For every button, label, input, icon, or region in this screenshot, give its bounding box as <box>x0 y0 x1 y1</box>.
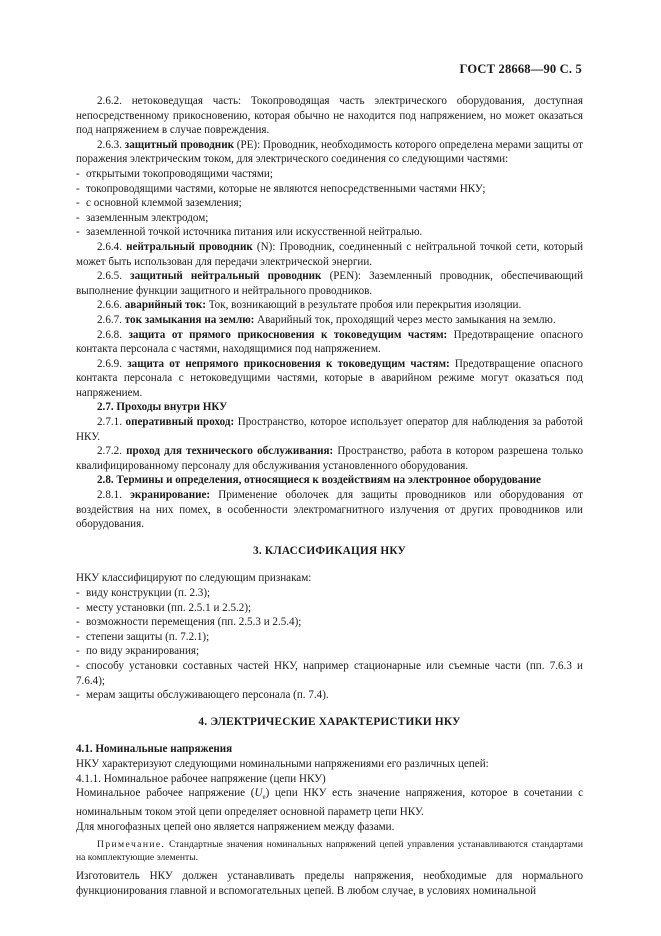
clause-2-6-4: 2.6.4. нейтральный проводник (N): Проводник, соединенный с нейтральной точкой сети, который может быть использован для передачи электрической энергии. <box>76 240 584 268</box>
clause-2-6-3 <box>76 138 583 167</box>
clause-4-1-1-definition: Номинальное рабочее напряжение $(U_e)$ цепи НКУ есть значение напряжения, которое в сочетании с номинальным током этой цепи определяет основной параметр цепи НКУ. <box>76 787 583 818</box>
clause-text: нетоковедущая часть: Токопроводящая часть электрического оборудования, доступная непосредственному прикосновению, которая обычно не находится под напряжением, но может оказаться под напряжением в случае повреждения. <box>76 95 583 137</box>
list-item: - месту установки (пп. 2.5.1 и 2.5.2); <box>76 601 252 614</box>
list-item: - открытыми токопроводящими частями; <box>76 167 273 180</box>
document-body <box>76 94 583 899</box>
page-header: ГОСТ 28668—90 С. 5 <box>459 62 582 76</box>
section-3-intro: НКУ классифицируют по следующим признакам: <box>76 572 312 585</box>
list-item: - способу установки составных частей НКУ, например стационарные или съемные части (пп. 7.6.3 и 7.6.4); <box>76 659 583 687</box>
clause-4-1-1: 4.1.1. Номинальное рабочее напряжение (цепи НКУ) <box>76 772 326 785</box>
clause-number: 2.6.2. <box>97 95 122 107</box>
list-item: - возможности перемещения (пп. 2.5.3 и 2.5.4); <box>76 616 302 629</box>
clause-2-6-2 <box>76 94 583 138</box>
section-4-1-text: НКУ характеризуют следующими номинальными напряжениями его различных цепей: <box>76 757 489 770</box>
voltage-symbol: U <box>254 787 263 800</box>
list-item: - токопроводящими частями, которые не являются непосредственными частями НКУ; <box>76 182 486 195</box>
clause-2-6-5: 2.6.5. защитный нейтральный проводник (PEN): Заземленный проводник, обеспечивающий выполнение функции защитного и нейтрального проводников. <box>76 270 584 297</box>
subsection-heading-2-7: 2.7. Проходы внутри НКУ <box>97 401 228 414</box>
clause-term: защитный проводник <box>124 138 234 151</box>
clause-number: 2.6.3. <box>97 138 122 151</box>
note-text: Стандартные значения номинальных напряжений цепей управления устанавливаются стандартами на комплектующие элементы. <box>76 839 583 863</box>
clause-text: (PE): Проводник, необходимость которого определена мерами защиты от поражения электрическим током, для электрического соединения со следующими частями: <box>76 138 583 166</box>
section-heading-3: 3. КЛАССИФИКАЦИЯ НКУ <box>252 544 407 557</box>
list-item: - мерам защиты обслуживающего персонала (п. 7.4). <box>76 689 329 702</box>
section-heading-4: 4. ЭЛЕКТРИЧЕСКИЕ ХАРАКТЕРИСТИКИ НКУ <box>198 715 461 728</box>
list-item: - виду конструкции (п. 2.3); <box>76 587 211 599</box>
list-item: - заземленной точкой источника питания или искусственной нейтралью. <box>76 226 423 239</box>
subsection-heading-4-1: 4.1. Номинальные напряжения <box>76 743 233 756</box>
list-item: - заземленным электродом; <box>76 211 209 224</box>
clause-2-6-6: 2.6.6. аварийный ток: Ток, возникающий в результате пробоя или перекрытия изоляции. <box>97 299 522 312</box>
clause-2-8-1: 2.8.1. экранирование: Применение оболочек для защиты проводников или оборудования от воздействия на них помех, в особенности электромагнитного излучения от других проводников или оборудования. <box>76 489 583 531</box>
final-paragraph: Изготовитель НКУ должен устанавливать пределы напряжения, необходимые для нормального функционирования главной и вспомогательных цепей. В любом случае, в условиях номинальной <box>76 870 583 897</box>
clause-2-6-7: 2.6.7. ток замыкания на землю: Аварийный ток, проходящий через место замыкания на землю. <box>97 313 556 326</box>
note <box>76 839 583 864</box>
list-item: - степени защиты (п. 7.2.1); <box>76 630 210 643</box>
note-label: Примечание. <box>97 839 166 851</box>
clause-4-1-1-multiphase: Для многофазных цепей оно является напряжением между фазами. <box>76 820 395 833</box>
clause-2-7-2: 2.7.2. проход для технического обслуживания: Пространство, работа в котором разрешена только квалифицированному персоналу для обслуживания установленного оборудования. <box>76 445 583 472</box>
clause-2-6-9: 2.6.9. защита от непрямого прикосновения к токоведущим частям: Предотвращение опасного контакта персонала с нетоковедущими частями, которые в аварийном режиме могут оказаться под напряжением. <box>76 357 583 399</box>
clause-2-6-8: 2.6.8. защита от прямого прикосновения к токоведущим частям: Предотвращение опасного контакта персонала с частями, находящимися под напряжением. <box>76 328 583 356</box>
subsection-heading-2-8: 2.8. Термины и определения, относящиеся к воздействиям на электронное оборудование <box>97 474 541 487</box>
clause-2-7-1: 2.7.1. оперативный проход: Пространство, которое использует оператор для наблюдения за работой НКУ. <box>76 416 583 443</box>
list-item: - с основной клеммой заземления; <box>76 197 242 210</box>
list-item: - по виду экранирования; <box>76 645 200 658</box>
